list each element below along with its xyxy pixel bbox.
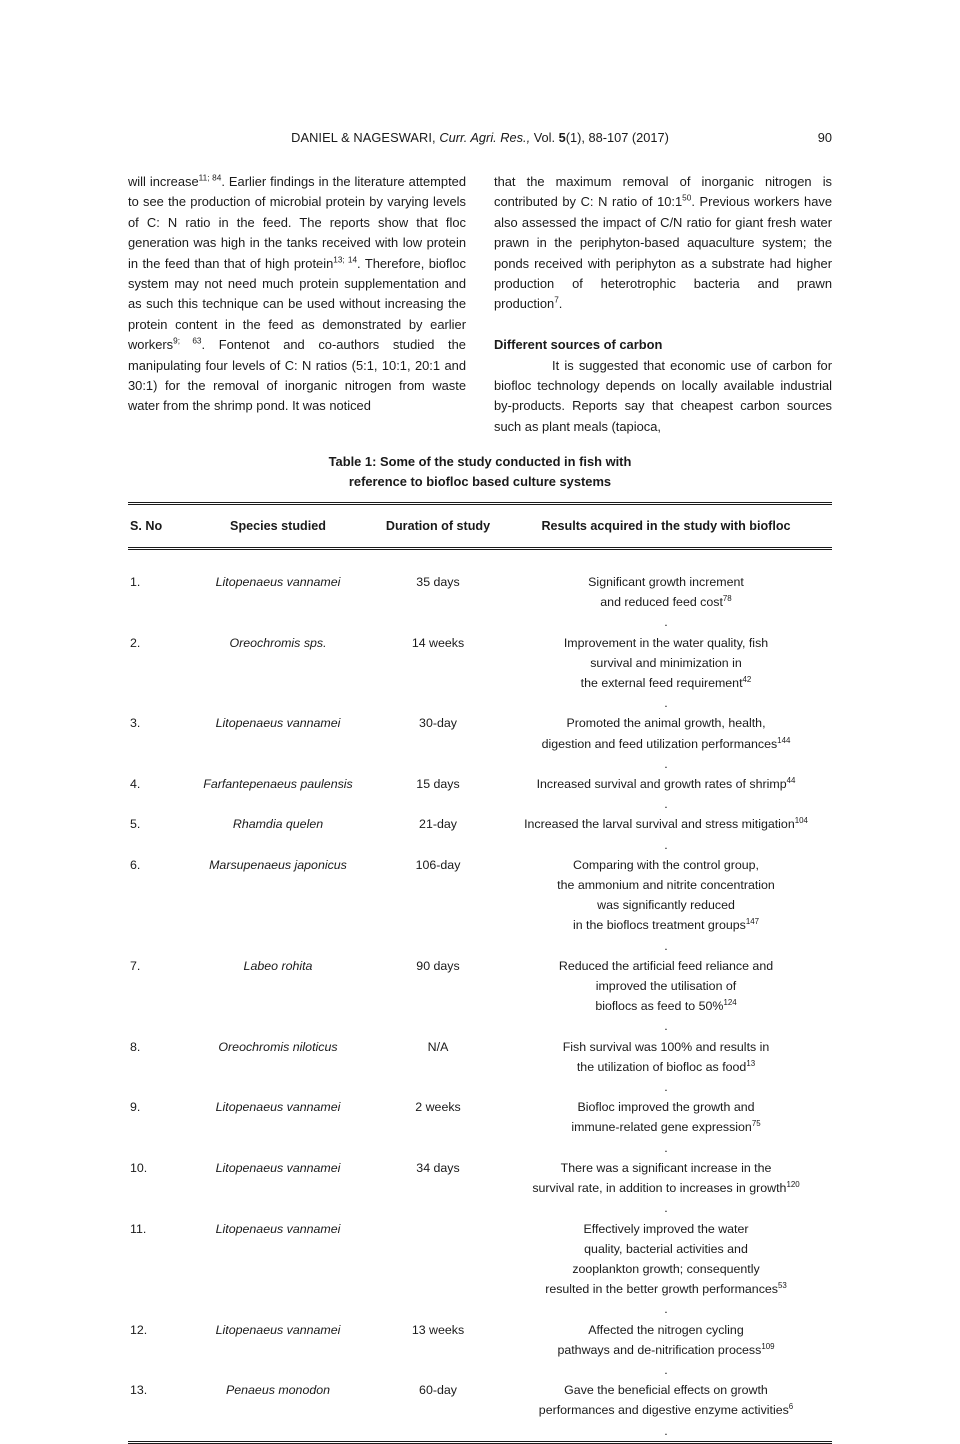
table-row <box>128 713 832 774</box>
cell-results <box>500 774 832 814</box>
result-line: Affected the nitrogen cycling <box>588 1322 744 1337</box>
ref-sup-13-14: 13; 14 <box>333 255 358 265</box>
result-line: Effectively improved the water <box>583 1221 749 1236</box>
table-row <box>128 1320 832 1381</box>
result-reference-superscript: 147 <box>745 917 760 927</box>
cell-species: Litopenaeus vannamei <box>215 575 341 589</box>
cell-species: Litopenaeus vannamei <box>215 1100 341 1115</box>
table-row <box>128 633 832 714</box>
cell-serial-number: 7. <box>130 958 141 973</box>
table-body-top-spacer <box>128 550 832 572</box>
cell-duration: 34 days <box>416 1160 460 1175</box>
cell-serial-number: 2. <box>130 635 141 650</box>
result-line: and reduced feed cost$^{78}$ . <box>500 592 832 632</box>
page-number: 90 <box>817 130 832 145</box>
cell-results <box>500 855 832 956</box>
cell-serial-number: 3. <box>130 716 141 731</box>
table-caption-line-1: Table 1: Some of the study conducted in fish with <box>328 454 632 469</box>
table-row <box>128 572 832 633</box>
ref-sup-50: 50 <box>682 194 692 204</box>
cell-species: Litopenaeus vannamei <box>215 1322 341 1337</box>
table-row <box>128 774 832 814</box>
cell-results <box>500 956 832 1037</box>
table-caption-line-2: reference to biofloc based culture systems <box>348 474 612 489</box>
cell-duration: N/A <box>427 1039 449 1054</box>
left-text-c: . Therefore, biofloc system may not need much protein supplementation and as such this technique can be used without increasing the protein content in the feed as demonstrated by earlier workers <box>128 255 466 353</box>
left-text-b: . Earlier findings in the literature attempted to see the production of microbial protein by varying levels of C: N ratio in the feed. The reports show that floc generation was high in the tanks received with low protein in the feed than that of high protein <box>128 174 466 271</box>
ref-sup-11-84: 11; 84 <box>198 173 222 183</box>
running-head-authors: DANIEL & NAGESWARI, <box>291 130 440 145</box>
cell-species: Litopenaeus vannamei <box>215 716 341 731</box>
cell-duration: 60-day <box>419 1383 457 1398</box>
ref-sup-7: 7 <box>554 296 559 306</box>
result-tail: . <box>664 1140 668 1155</box>
result-line: Promoted the animal growth, health, <box>566 716 766 731</box>
result-line: Reduced the artificial feed reliance and <box>558 958 774 973</box>
cell-serial-number: 6. <box>130 857 141 872</box>
cell-species: Penaeus monodon <box>225 1383 331 1398</box>
cell-species: Litopenaeus vannamei <box>215 1160 341 1175</box>
running-head-citation <box>128 128 832 148</box>
left-text-d: . Fontenot and co-authors studied the manipulating four levels of C: N ratios (5:1, 10:1, 20:1 and 30:1) for the removal of inorganic nitrogen from waste water from the shrimp pond. It was noticed <box>128 337 466 414</box>
result-line: improved the utilisation of <box>595 979 737 994</box>
running-head <box>128 128 832 148</box>
table-head <box>128 505 832 547</box>
right-column <box>494 172 832 437</box>
result-tail: . <box>664 1302 668 1317</box>
result-line: quality, bacterial activities and <box>584 1241 748 1256</box>
result-reference-superscript: 42 <box>742 674 752 684</box>
table-bottom-rule <box>128 1441 832 1444</box>
result-line: Gave the beneficial effects on growth <box>564 1383 768 1398</box>
result-line: There was a significant increase in the <box>560 1160 772 1175</box>
result-tail: . <box>664 1080 668 1095</box>
result-line: immune-related gene expression$^{75}$ . <box>500 1117 832 1157</box>
table-row <box>128 855 832 956</box>
result-tail: . <box>664 1423 668 1438</box>
cell-species: Labeo rohita <box>243 958 313 973</box>
right-text-c: . <box>558 296 563 312</box>
study-table-body <box>128 550 832 1441</box>
result-reference-superscript: 78 <box>722 594 732 604</box>
result-reference-superscript: 124 <box>723 998 737 1008</box>
table-row <box>128 1097 832 1158</box>
paragraph-gap <box>494 315 832 335</box>
result-reference-superscript: 144 <box>777 735 791 745</box>
result-line: Increased the larval survival and stress mitigation$^{104}$ . <box>500 814 832 854</box>
table-row <box>128 1219 832 1320</box>
cell-duration <box>376 1219 500 1320</box>
result-line: the external feed requirement$^{42}$ . <box>500 673 832 713</box>
cell-duration: 35 days <box>416 575 460 589</box>
table-body <box>128 550 832 1441</box>
cell-results <box>500 1037 832 1098</box>
result-tail: . <box>664 938 668 953</box>
result-reference-superscript: 75 <box>751 1119 761 1129</box>
cell-results <box>500 1158 832 1219</box>
result-reference-superscript: 120 <box>786 1179 800 1189</box>
running-head-vol-number: 5 <box>558 130 566 145</box>
cell-serial-number: 4. <box>130 777 141 792</box>
running-head-vol-rest: (1), 88-107 (2017) <box>565 130 669 145</box>
result-tail: . <box>664 1019 668 1034</box>
left-column-paragraph <box>128 172 466 417</box>
result-reference-superscript: 6 <box>788 1402 794 1412</box>
table-1 <box>128 452 832 1444</box>
cell-duration: 14 weeks <box>411 635 465 650</box>
result-tail: . <box>664 1362 668 1377</box>
table-row <box>128 1158 832 1219</box>
result-reference-superscript: 104 <box>794 816 808 826</box>
result-tail: . <box>664 797 668 812</box>
ref-sup-9-63: 9; 63 <box>173 336 202 346</box>
table-row <box>128 956 832 1037</box>
table-header-row <box>128 505 832 547</box>
cell-results <box>500 1380 832 1441</box>
result-line: performances and digestive enzyme activities$^6$ . <box>500 1400 832 1440</box>
result-line: resulted in the better growth performances$^{53}$ . <box>500 1279 832 1319</box>
result-tail: . <box>664 696 668 711</box>
cell-results <box>500 1320 832 1381</box>
cell-results <box>500 633 832 714</box>
result-reference-superscript: 109 <box>761 1341 775 1351</box>
right-text-b: . Previous workers have also assessed the impact of C/N ratio for giant fresh water prawn in the periphyton-based aquaculture system; the ponds received with periphyton as a substrate had higher production of heterotrophic bacteria and prawn production <box>494 194 832 312</box>
right-column-paragraph-1 <box>494 172 832 315</box>
cell-species: Farfantepenaeus paulensis <box>203 777 353 792</box>
result-line: Significant growth increment <box>588 575 744 589</box>
result-tail: . <box>664 837 668 852</box>
cell-serial-number: 12. <box>130 1322 148 1337</box>
cell-species: Oreochromis niloticus <box>218 1039 338 1054</box>
column-header-species-studied: Species studied <box>230 519 326 533</box>
cell-results <box>500 1097 832 1158</box>
table-row <box>128 1380 832 1441</box>
cell-serial-number: 8. <box>130 1039 141 1054</box>
cell-duration: 90 days <box>416 958 460 973</box>
cell-species: Rhamdia quelen <box>232 817 324 832</box>
result-line: pathways and de-nitrification process$^{109}$ . <box>500 1340 832 1380</box>
result-line: in the bioflocs treatment groups$^{147}$ . <box>500 915 832 955</box>
body-columns <box>128 172 832 437</box>
result-line: digestion and feed utilization performances$^{144}$ . <box>500 734 832 774</box>
cell-results <box>500 1219 832 1320</box>
result-reference-superscript: 53 <box>777 1280 787 1290</box>
running-head-journal: Curr. Agri. Res., <box>439 130 531 145</box>
result-line: Fish survival was 100% and results in <box>562 1039 770 1054</box>
cell-duration: 106-day <box>415 857 461 872</box>
cell-duration: 21-day <box>419 817 457 832</box>
result-line: Increased survival and growth rates of shrimp$^{44}$ . <box>500 774 832 814</box>
result-tail: . <box>664 615 668 630</box>
result-tail: . <box>664 756 668 771</box>
cell-duration: 30-day <box>419 716 457 731</box>
result-tail: . <box>664 1201 668 1216</box>
cell-species: Marsupenaeus japonicus <box>209 857 347 872</box>
result-line: Comparing with the control group, <box>573 857 759 872</box>
result-line: survival rate, in addition to increases in growth$^{120}$ . <box>500 1178 832 1218</box>
right-column-paragraph-2: It is suggested that economic use of carbon for biofloc technology depends on locally available industrial by-products. Reports say that cheapest carbon sources such as plant meals (tapioca, <box>494 357 832 434</box>
cell-serial-number: 1. <box>130 575 141 589</box>
result-line: bioflocs as feed to 50%$^{124}$ . <box>500 996 832 1036</box>
cell-duration: 13 weeks <box>411 1322 465 1337</box>
cell-serial-number: 13. <box>130 1383 148 1398</box>
cell-results <box>500 572 832 633</box>
cell-serial-number: 9. <box>130 1100 141 1115</box>
result-line: Biofloc improved the growth and <box>577 1100 755 1115</box>
column-header-results: Results acquired in the study with biofloc <box>541 519 791 533</box>
result-line: survival and minimization in <box>590 655 742 670</box>
section-heading-different-sources-of-carbon: Different sources of carbon <box>494 337 663 353</box>
cell-duration: 15 days <box>416 777 460 792</box>
result-line: was significantly reduced <box>597 898 735 913</box>
column-header-duration-of-study: Duration of study <box>385 519 491 533</box>
column-header-serial-number: S. No <box>130 519 163 533</box>
cell-serial-number: 10. <box>130 1160 148 1175</box>
result-line: the ammonium and nitrite concentration <box>557 878 775 893</box>
cell-results <box>500 814 832 854</box>
result-reference-superscript: 13 <box>746 1058 756 1068</box>
result-line: Improvement in the water quality, fish <box>563 635 769 650</box>
cell-species: Litopenaeus vannamei <box>215 1221 341 1236</box>
result-line: the utilization of biofloc as food$^{13}$ . <box>500 1057 832 1097</box>
cell-species: Oreochromis sps. <box>229 635 327 650</box>
cell-duration: 2 weeks <box>415 1100 461 1115</box>
right-text-a: that the maximum removal of inorganic nitrogen is contributed by C: N ratio of 10:1 <box>494 174 832 210</box>
table-row <box>128 814 832 854</box>
running-head-vol-prefix: Vol. <box>530 130 559 145</box>
table-caption <box>128 452 832 492</box>
cell-serial-number: 11. <box>130 1221 147 1236</box>
left-text-a: will increase <box>128 174 199 189</box>
cell-results <box>500 713 832 774</box>
cell-serial-number: 5. <box>130 817 141 832</box>
left-column <box>128 172 466 437</box>
table-row <box>128 1037 832 1098</box>
result-line: zooplankton growth; consequently <box>572 1261 760 1276</box>
study-table <box>128 505 832 547</box>
result-reference-superscript: 44 <box>786 775 796 785</box>
